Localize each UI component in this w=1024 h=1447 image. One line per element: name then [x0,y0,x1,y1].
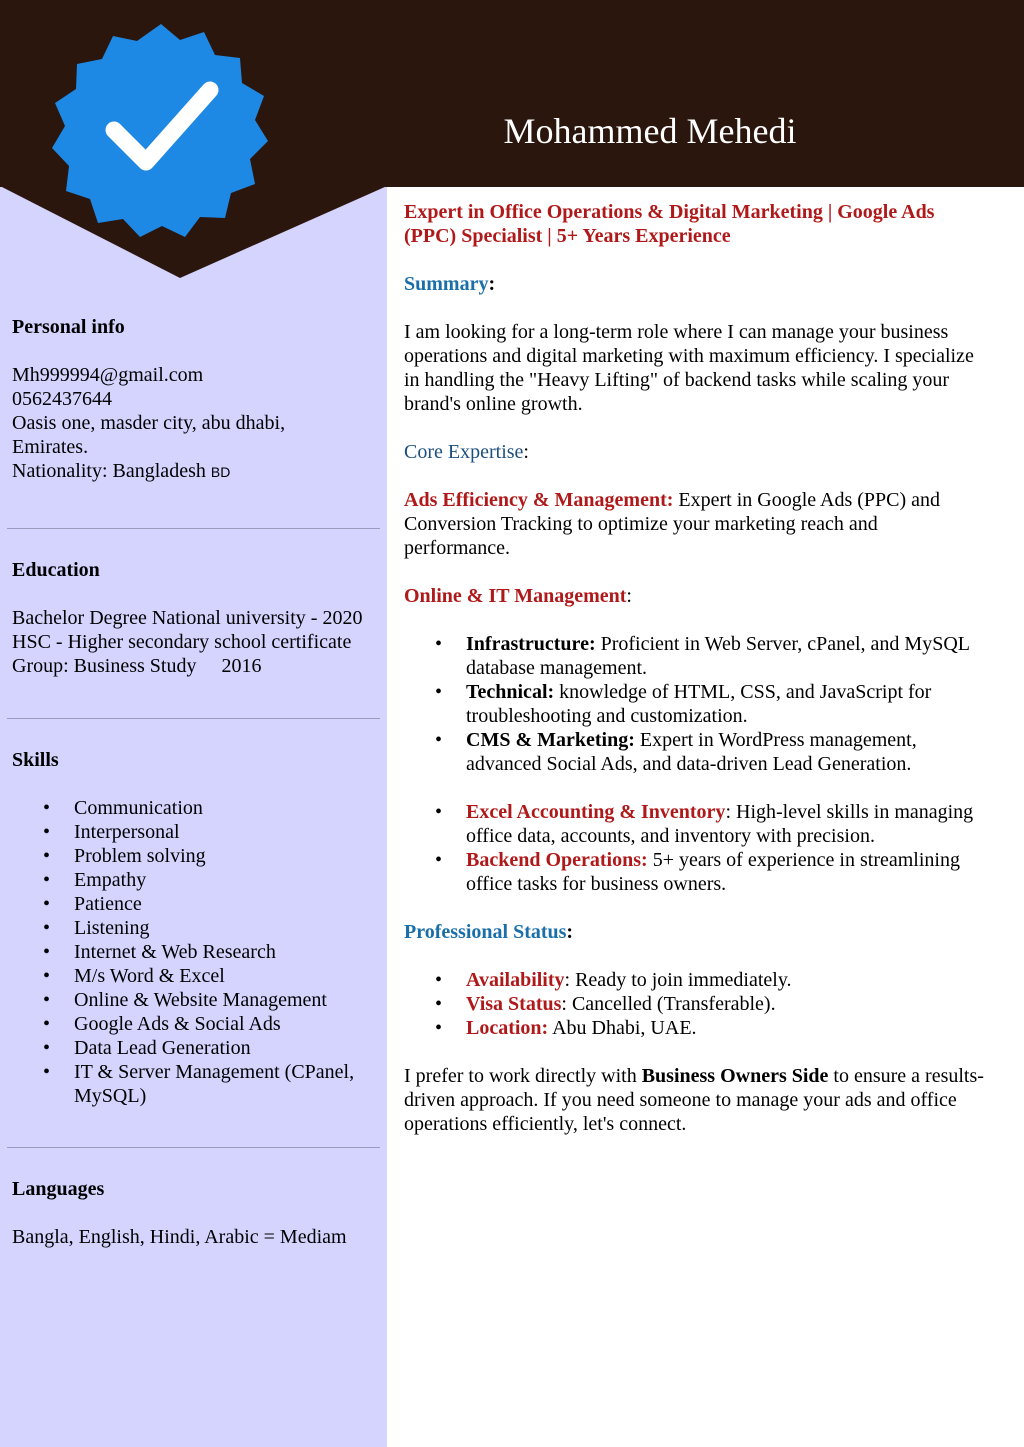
item-label: Location: [466,1017,549,1039]
skill-item: • Online & Website Management [74,988,377,1012]
skill-item: • M/s Word & Excel [74,964,377,988]
heading-colon: : [626,585,632,607]
item-label: Technical: [466,681,555,703]
item-text: Cancelled (Transferable). [566,993,776,1015]
divider [7,1147,380,1148]
email-text: Mh999994@gmail.com [12,364,204,386]
skill-item: • Listening [74,916,377,940]
item-label: Availability [466,969,565,991]
list-item [466,1016,984,1040]
ads-efficiency-text: Expert in Google Ads (PPC) and Conversion Tracking to optimize your marketing reach and performance. [404,489,941,559]
online-it-extra-list [404,800,984,896]
candidate-name: Mohammed Mehedi [503,111,797,151]
list-item [466,848,984,896]
nationality-text: Nationality: Bangladesh [12,460,206,482]
item-sep: : [561,993,567,1015]
divider [7,718,380,719]
closing-bold-text: Business Owners Side [641,1065,829,1087]
core-expertise-title: Core Expertise [404,441,524,463]
skills-list [12,796,377,1108]
item-sep: : [564,969,571,991]
online-it-heading [404,584,984,608]
list-item [466,680,984,728]
core-expertise-heading [404,440,984,464]
list-item [466,632,984,680]
address-line-2: Emirates. [12,436,89,458]
list-item [466,968,984,992]
education-section [12,558,377,678]
skill-item: • Empathy [74,868,377,892]
education-line: Group: Business Study 2016 [12,655,262,677]
nationality-line [12,459,377,484]
heading-colon: : [566,921,574,943]
list-item [466,992,984,1016]
skill-item: • Internet & Web Research [74,940,377,964]
closing-text: to ensure a results-driven approach. If you need someone to manage your ads and office operations efficiently, let's connect. [404,1065,984,1135]
closing-paragraph [404,1064,984,1136]
closing-text: I prefer to work directly with [404,1065,642,1087]
professional-status-heading [404,920,984,944]
item-text: Ready to join immediately. [570,969,792,991]
summary-text: I am looking for a long-term role where I can manage your business operations and digital marketing with maximum efficiency. I specialize in handling the "Heavy Lifting" of backend tasks while scaling your brand's online growth. [404,321,974,415]
summary-heading [404,272,984,296]
item-text: Abu Dhabi, UAE. [548,1017,697,1039]
heading-colon: : [488,273,496,295]
languages-section [12,1177,377,1249]
list-item [466,728,984,776]
ads-efficiency-paragraph [404,488,984,560]
education-line: HSC - Higher secondary school certificate [12,631,352,653]
verified-check-icon [52,20,270,238]
item-text: Expert in WordPress management, advanced Social Ads, and data-driven Lead Generation. [466,729,917,775]
skills-heading: Skills [12,749,59,771]
item-label: Backend Operations: [466,849,648,871]
item-text: : High-level skills in managing office data, accounts, and inventory with precision. [466,801,974,847]
heading-colon: : [523,441,529,463]
item-label: Visa Status [466,993,562,1015]
skill-item: • Data Lead Generation [74,1036,377,1060]
skill-item: • Patience [74,892,377,916]
online-it-title: Online & IT Management [404,585,627,607]
skill-item: • Google Ads & Social Ads [74,1012,377,1036]
skill-item: • Communication [74,796,377,820]
languages-heading: Languages [12,1178,105,1200]
personal-info-section [12,315,377,484]
item-text: 5+ years of experience in streamlining office tasks for business owners. [466,849,960,895]
education-heading: Education [12,559,100,581]
skill-item: • Problem solving [74,844,377,868]
phone-text: 0562437644 [12,388,112,410]
item-text: Proficient in Web Server, cPanel, and MySQL database management. [466,633,970,679]
professional-status-title: Professional Status [404,921,567,943]
personal-info-heading: Personal info [12,316,125,338]
skills-section [12,748,377,1108]
online-it-list [404,632,984,776]
skill-item: • Interpersonal [74,820,377,844]
education-line: Bachelor Degree National university - 2020 [12,607,363,629]
item-label: Excel Accounting & Inventory [466,801,726,823]
item-text: knowledge of HTML, CSS, and JavaScript for troubleshooting and customization. [466,681,932,727]
headline-tagline: Expert in Office Operations & Digital Marketing | Google Ads (PPC) Specialist | 5+ Years Experience [404,201,935,247]
main-content [404,200,984,1160]
nationality-flag-code: BD [210,464,231,480]
list-item [466,800,984,848]
divider [7,528,380,529]
professional-status-list [404,968,984,1040]
ads-efficiency-label: Ads Efficiency & Management: [404,489,674,511]
languages-text: Bangla, English, Hindi, Arabic = Mediam [12,1226,347,1248]
summary-title: Summary [404,273,489,295]
item-label: Infrastructure: [466,633,596,655]
address-line-1: Oasis one, masder city, abu dhabi, [12,412,286,434]
skill-item: • IT & Server Management (CPanel, MySQL) [74,1060,374,1108]
item-label: CMS & Marketing: [466,729,635,751]
